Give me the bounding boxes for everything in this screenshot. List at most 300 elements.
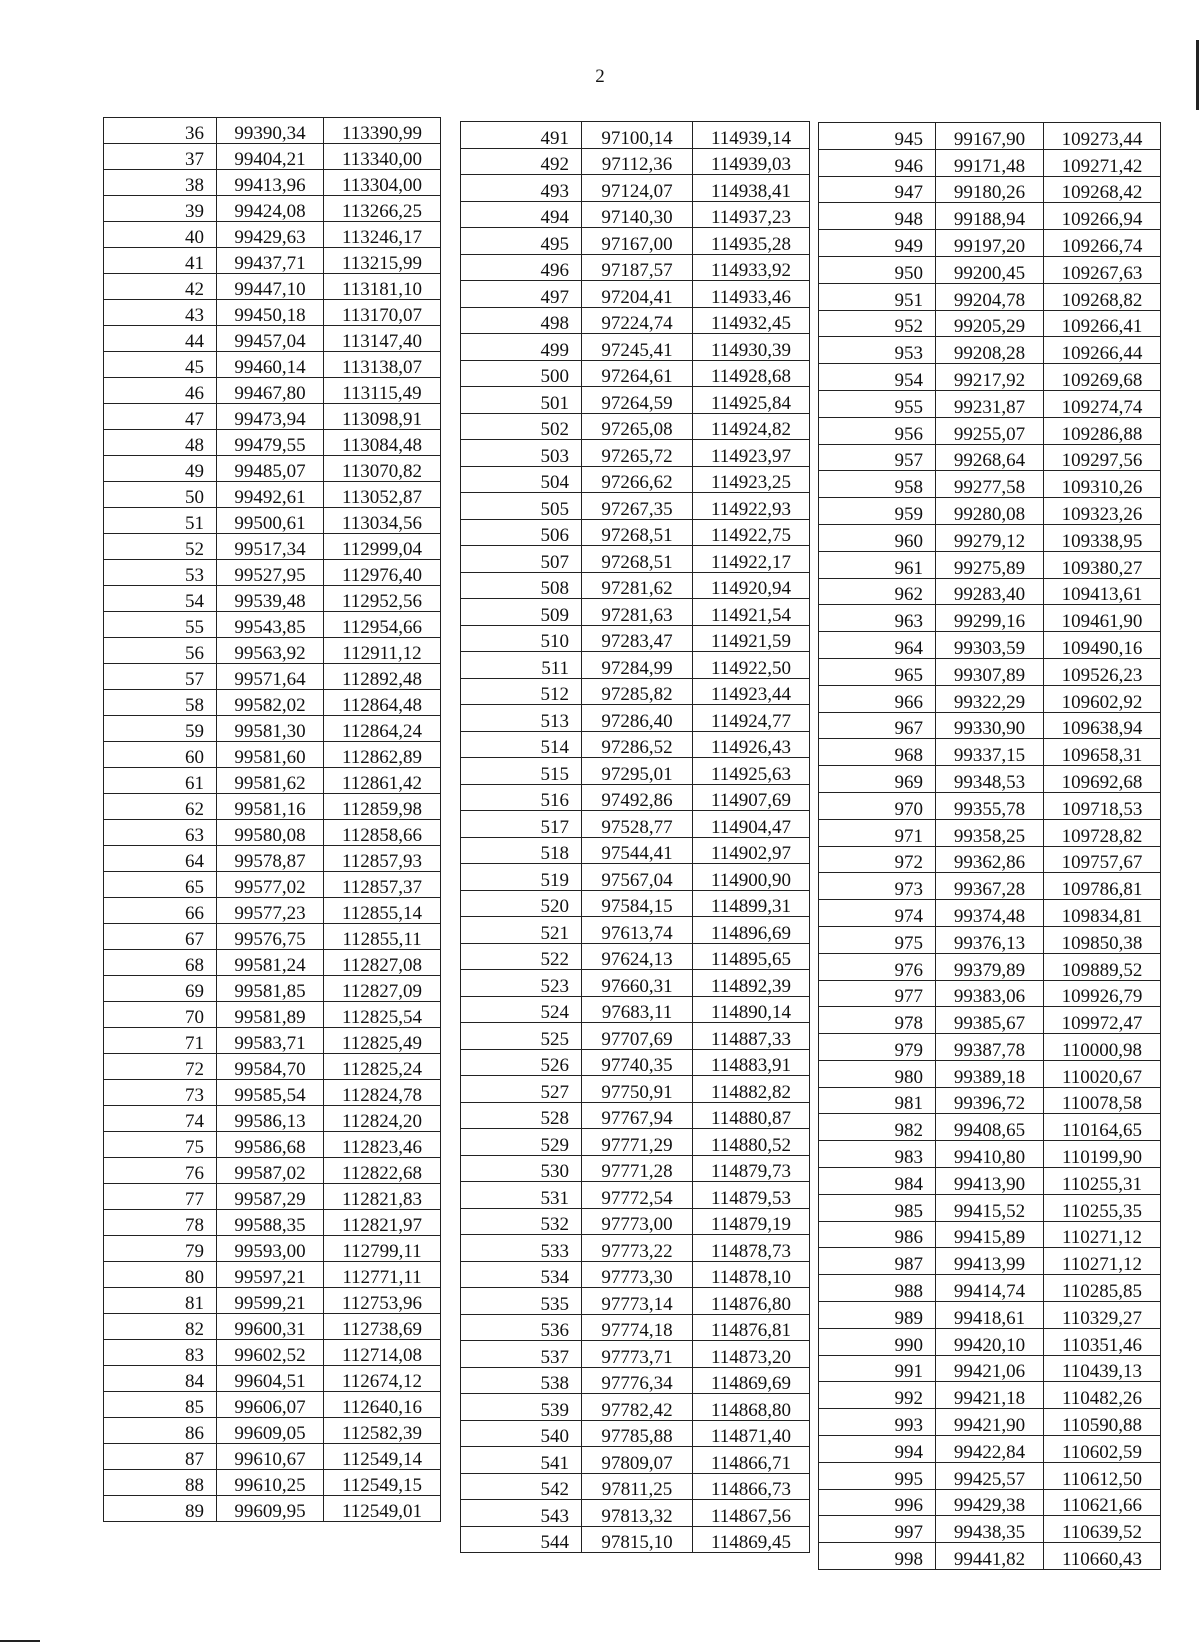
point-number-cell: 84 — [104, 1366, 217, 1392]
x-coordinate-cell: 99586,68 — [217, 1132, 324, 1158]
x-coordinate-cell: 99581,24 — [217, 950, 324, 976]
x-coordinate-cell: 97286,40 — [582, 705, 693, 732]
x-coordinate-cell: 99581,60 — [217, 742, 324, 768]
point-number-cell: 526 — [461, 1049, 582, 1076]
table-row — [461, 440, 810, 467]
y-coordinate-cell: 113138,07 — [324, 352, 441, 378]
x-coordinate-cell: 99582,02 — [217, 690, 324, 716]
y-coordinate-cell: 112771,11 — [324, 1262, 441, 1288]
x-coordinate-cell: 99577,23 — [217, 898, 324, 924]
table-row — [461, 1500, 810, 1527]
table-row — [819, 1248, 1161, 1275]
y-coordinate-cell: 114924,77 — [693, 705, 810, 732]
y-coordinate-cell: 112976,40 — [324, 560, 441, 586]
y-coordinate-cell: 114873,20 — [693, 1341, 810, 1368]
point-number-cell: 58 — [104, 690, 217, 716]
table-row — [819, 1302, 1161, 1329]
point-number-cell: 520 — [461, 890, 582, 917]
point-number-cell: 973 — [819, 873, 936, 900]
table-row — [461, 1367, 810, 1394]
table-row — [104, 1262, 441, 1288]
point-number-cell: 39 — [104, 196, 217, 222]
x-coordinate-cell: 99438,35 — [936, 1516, 1044, 1543]
point-number-cell: 947 — [819, 176, 936, 203]
point-number-cell: 60 — [104, 742, 217, 768]
y-coordinate-cell: 114878,73 — [693, 1235, 810, 1262]
table-row — [819, 578, 1161, 605]
point-number-cell: 975 — [819, 926, 936, 953]
x-coordinate-cell: 99479,55 — [217, 430, 324, 456]
point-number-cell: 960 — [819, 524, 936, 551]
point-number-cell: 528 — [461, 1102, 582, 1129]
x-coordinate-cell: 97771,28 — [582, 1155, 693, 1182]
x-coordinate-cell: 99473,94 — [217, 404, 324, 430]
table-row — [461, 1314, 810, 1341]
y-coordinate-cell: 109638,94 — [1044, 712, 1161, 739]
x-coordinate-cell: 97772,54 — [582, 1182, 693, 1209]
point-number-cell: 64 — [104, 846, 217, 872]
x-coordinate-cell: 99457,04 — [217, 326, 324, 352]
x-coordinate-cell: 97286,52 — [582, 731, 693, 758]
y-coordinate-cell: 112857,37 — [324, 872, 441, 898]
y-coordinate-cell: 114880,52 — [693, 1129, 810, 1156]
table-row — [461, 705, 810, 732]
table-row — [461, 1394, 810, 1421]
table-row — [104, 1132, 441, 1158]
y-coordinate-cell: 109268,42 — [1044, 176, 1161, 203]
y-coordinate-cell: 113052,87 — [324, 482, 441, 508]
point-number-cell: 980 — [819, 1060, 936, 1087]
point-number-cell: 71 — [104, 1028, 217, 1054]
y-coordinate-cell: 114939,03 — [693, 148, 810, 175]
x-coordinate-cell: 97284,99 — [582, 652, 693, 679]
y-coordinate-cell: 109266,74 — [1044, 230, 1161, 257]
point-number-cell: 970 — [819, 792, 936, 819]
x-coordinate-cell: 99593,00 — [217, 1236, 324, 1262]
y-coordinate-cell: 112823,46 — [324, 1132, 441, 1158]
point-number-cell: 493 — [461, 175, 582, 202]
point-number-cell: 946 — [819, 149, 936, 176]
y-coordinate-cell: 112825,54 — [324, 1002, 441, 1028]
x-coordinate-cell: 99374,48 — [936, 900, 1044, 927]
point-number-cell: 86 — [104, 1418, 217, 1444]
table-row — [819, 632, 1161, 659]
y-coordinate-cell: 110255,31 — [1044, 1168, 1161, 1195]
x-coordinate-cell: 97281,63 — [582, 599, 693, 626]
point-number-cell: 43 — [104, 300, 217, 326]
point-number-cell: 994 — [819, 1436, 936, 1463]
y-coordinate-cell: 110482,26 — [1044, 1382, 1161, 1409]
y-coordinate-cell: 110660,43 — [1044, 1543, 1161, 1570]
point-number-cell: 61 — [104, 768, 217, 794]
y-coordinate-cell: 114879,53 — [693, 1182, 810, 1209]
x-coordinate-cell: 97224,74 — [582, 307, 693, 334]
point-number-cell: 951 — [819, 283, 936, 310]
table-row — [104, 1470, 441, 1496]
point-number-cell: 47 — [104, 404, 217, 430]
y-coordinate-cell: 112549,01 — [324, 1496, 441, 1522]
y-coordinate-cell: 113170,07 — [324, 300, 441, 326]
y-coordinate-cell: 114900,90 — [693, 864, 810, 891]
y-coordinate-cell: 114937,23 — [693, 201, 810, 228]
x-coordinate-cell: 99387,78 — [936, 1034, 1044, 1061]
x-coordinate-cell: 97267,35 — [582, 493, 693, 520]
y-coordinate-cell: 110255,35 — [1044, 1194, 1161, 1221]
y-coordinate-cell: 109718,53 — [1044, 792, 1161, 819]
scan-edge-mark-bottom-left — [0, 1640, 40, 1642]
table-row — [819, 1462, 1161, 1489]
y-coordinate-cell: 110078,58 — [1044, 1087, 1161, 1114]
y-coordinate-cell: 114907,69 — [693, 784, 810, 811]
table-row — [104, 482, 441, 508]
x-coordinate-cell: 99337,15 — [936, 739, 1044, 766]
x-coordinate-cell: 99429,63 — [217, 222, 324, 248]
point-number-cell: 41 — [104, 248, 217, 274]
y-coordinate-cell: 112799,11 — [324, 1236, 441, 1262]
table-row — [819, 1436, 1161, 1463]
point-number-cell: 535 — [461, 1288, 582, 1315]
y-coordinate-cell: 112855,11 — [324, 924, 441, 950]
x-coordinate-cell: 99362,86 — [936, 846, 1044, 873]
point-number-cell: 961 — [819, 551, 936, 578]
table-row — [461, 1341, 810, 1368]
x-coordinate-cell: 99421,90 — [936, 1409, 1044, 1436]
table-row — [819, 417, 1161, 444]
y-coordinate-cell: 110020,67 — [1044, 1060, 1161, 1087]
x-coordinate-cell: 99492,61 — [217, 482, 324, 508]
point-number-cell: 990 — [819, 1328, 936, 1355]
point-number-cell: 993 — [819, 1409, 936, 1436]
table-row — [819, 605, 1161, 632]
table-row — [461, 307, 810, 334]
point-number-cell: 508 — [461, 572, 582, 599]
y-coordinate-cell: 114925,84 — [693, 387, 810, 414]
table-row — [819, 390, 1161, 417]
x-coordinate-cell: 99599,21 — [217, 1288, 324, 1314]
x-coordinate-cell: 99563,92 — [217, 638, 324, 664]
y-coordinate-cell: 110351,46 — [1044, 1328, 1161, 1355]
table-row — [104, 144, 441, 170]
table-row — [819, 310, 1161, 337]
x-coordinate-cell: 97264,61 — [582, 360, 693, 387]
x-coordinate-cell: 97100,14 — [582, 122, 693, 149]
table-row — [461, 254, 810, 281]
x-coordinate-cell: 97773,00 — [582, 1208, 693, 1235]
x-coordinate-cell: 99404,21 — [217, 144, 324, 170]
table-row — [104, 638, 441, 664]
point-number-cell: 85 — [104, 1392, 217, 1418]
table-row — [819, 873, 1161, 900]
x-coordinate-cell: 97265,72 — [582, 440, 693, 467]
table-row — [104, 1236, 441, 1262]
point-number-cell: 986 — [819, 1221, 936, 1248]
point-number-cell: 514 — [461, 731, 582, 758]
x-coordinate-cell: 99485,07 — [217, 456, 324, 482]
point-number-cell: 954 — [819, 364, 936, 391]
x-coordinate-cell: 99597,21 — [217, 1262, 324, 1288]
table-row — [461, 1261, 810, 1288]
point-number-cell: 538 — [461, 1367, 582, 1394]
y-coordinate-cell: 114920,94 — [693, 572, 810, 599]
y-coordinate-cell: 114890,14 — [693, 996, 810, 1023]
y-coordinate-cell: 109380,27 — [1044, 551, 1161, 578]
point-number-cell: 496 — [461, 254, 582, 281]
table-row — [461, 201, 810, 228]
table-row — [104, 1184, 441, 1210]
x-coordinate-cell: 97281,62 — [582, 572, 693, 599]
table-row — [461, 943, 810, 970]
x-coordinate-cell: 99275,89 — [936, 551, 1044, 578]
point-number-cell: 50 — [104, 482, 217, 508]
y-coordinate-cell: 112952,56 — [324, 586, 441, 612]
y-coordinate-cell: 110329,27 — [1044, 1302, 1161, 1329]
y-coordinate-cell: 109266,94 — [1044, 203, 1161, 230]
table-row — [104, 404, 441, 430]
table-row — [461, 387, 810, 414]
x-coordinate-cell: 99410,80 — [936, 1141, 1044, 1168]
table-row — [104, 924, 441, 950]
x-coordinate-cell: 97140,30 — [582, 201, 693, 228]
table-row — [461, 1235, 810, 1262]
point-number-cell: 537 — [461, 1341, 582, 1368]
point-number-cell: 67 — [104, 924, 217, 950]
x-coordinate-cell: 97683,11 — [582, 996, 693, 1023]
y-coordinate-cell: 114923,97 — [693, 440, 810, 467]
table-row — [104, 1106, 441, 1132]
x-coordinate-cell: 99268,64 — [936, 444, 1044, 471]
y-coordinate-cell: 114902,97 — [693, 837, 810, 864]
point-number-cell: 536 — [461, 1314, 582, 1341]
point-number-cell: 945 — [819, 123, 936, 150]
y-coordinate-cell: 112825,49 — [324, 1028, 441, 1054]
point-number-cell: 495 — [461, 228, 582, 255]
x-coordinate-cell: 99447,10 — [217, 274, 324, 300]
table-row — [819, 471, 1161, 498]
x-coordinate-cell: 97660,31 — [582, 970, 693, 997]
table-row — [104, 1392, 441, 1418]
y-coordinate-cell: 112714,08 — [324, 1340, 441, 1366]
y-coordinate-cell: 114922,50 — [693, 652, 810, 679]
x-coordinate-cell: 99180,26 — [936, 176, 1044, 203]
x-coordinate-cell: 97112,36 — [582, 148, 693, 175]
x-coordinate-cell: 97773,22 — [582, 1235, 693, 1262]
table-row — [104, 196, 441, 222]
point-number-cell: 499 — [461, 334, 582, 361]
y-coordinate-cell: 112864,48 — [324, 690, 441, 716]
x-coordinate-cell: 97584,15 — [582, 890, 693, 917]
x-coordinate-cell: 99421,18 — [936, 1382, 1044, 1409]
x-coordinate-cell: 97492,86 — [582, 784, 693, 811]
x-coordinate-cell: 99583,71 — [217, 1028, 324, 1054]
x-coordinate-cell: 97624,13 — [582, 943, 693, 970]
coordinates-table-3 — [818, 122, 1161, 1570]
x-coordinate-cell: 99358,25 — [936, 819, 1044, 846]
table-row — [819, 953, 1161, 980]
table-row — [461, 1420, 810, 1447]
y-coordinate-cell: 114932,45 — [693, 307, 810, 334]
x-coordinate-cell: 97265,08 — [582, 413, 693, 440]
table-row — [104, 560, 441, 586]
point-number-cell: 998 — [819, 1543, 936, 1570]
y-coordinate-cell: 114926,43 — [693, 731, 810, 758]
x-coordinate-cell: 99171,48 — [936, 149, 1044, 176]
point-number-cell: 57 — [104, 664, 217, 690]
x-coordinate-cell: 99429,38 — [936, 1489, 1044, 1516]
point-number-cell: 510 — [461, 625, 582, 652]
x-coordinate-cell: 99307,89 — [936, 658, 1044, 685]
x-coordinate-cell: 97773,30 — [582, 1261, 693, 1288]
table-row — [104, 170, 441, 196]
point-number-cell: 56 — [104, 638, 217, 664]
y-coordinate-cell: 112549,14 — [324, 1444, 441, 1470]
x-coordinate-cell: 99581,30 — [217, 716, 324, 742]
y-coordinate-cell: 112824,20 — [324, 1106, 441, 1132]
table-row — [819, 1060, 1161, 1087]
y-coordinate-cell: 109461,90 — [1044, 605, 1161, 632]
y-coordinate-cell: 113340,00 — [324, 144, 441, 170]
table-row — [819, 1355, 1161, 1382]
table-row — [819, 524, 1161, 551]
point-number-cell: 37 — [104, 144, 217, 170]
y-coordinate-cell: 109889,52 — [1044, 953, 1161, 980]
point-number-cell: 544 — [461, 1526, 582, 1553]
point-number-cell: 948 — [819, 203, 936, 230]
x-coordinate-cell: 99581,85 — [217, 976, 324, 1002]
table-row — [461, 228, 810, 255]
x-coordinate-cell: 97264,59 — [582, 387, 693, 414]
point-number-cell: 985 — [819, 1194, 936, 1221]
table-row — [104, 508, 441, 534]
x-coordinate-cell: 97245,41 — [582, 334, 693, 361]
y-coordinate-cell: 114928,68 — [693, 360, 810, 387]
point-number-cell: 983 — [819, 1141, 936, 1168]
x-coordinate-cell: 99609,05 — [217, 1418, 324, 1444]
y-coordinate-cell: 109297,56 — [1044, 444, 1161, 471]
point-number-cell: 997 — [819, 1516, 936, 1543]
x-coordinate-cell: 99420,10 — [936, 1328, 1044, 1355]
point-number-cell: 52 — [104, 534, 217, 560]
point-number-cell: 527 — [461, 1076, 582, 1103]
point-number-cell: 505 — [461, 493, 582, 520]
y-coordinate-cell: 112954,66 — [324, 612, 441, 638]
table-row — [461, 652, 810, 679]
y-coordinate-cell: 112999,04 — [324, 534, 441, 560]
x-coordinate-cell: 99527,95 — [217, 560, 324, 586]
y-coordinate-cell: 110000,98 — [1044, 1034, 1161, 1061]
y-coordinate-cell: 112892,48 — [324, 664, 441, 690]
table-row — [819, 766, 1161, 793]
point-number-cell: 503 — [461, 440, 582, 467]
y-coordinate-cell: 110590,88 — [1044, 1409, 1161, 1436]
x-coordinate-cell: 99280,08 — [936, 498, 1044, 525]
table-row — [461, 1023, 810, 1050]
y-coordinate-cell: 114866,73 — [693, 1473, 810, 1500]
table-row — [461, 758, 810, 785]
table-row — [104, 820, 441, 846]
point-number-cell: 979 — [819, 1034, 936, 1061]
point-number-cell: 953 — [819, 337, 936, 364]
y-coordinate-cell: 114933,46 — [693, 281, 810, 308]
x-coordinate-cell: 99390,34 — [217, 118, 324, 144]
x-coordinate-cell: 97295,01 — [582, 758, 693, 785]
y-coordinate-cell: 112582,39 — [324, 1418, 441, 1444]
table-row — [461, 466, 810, 493]
x-coordinate-cell: 97544,41 — [582, 837, 693, 864]
point-number-cell: 501 — [461, 387, 582, 414]
point-number-cell: 991 — [819, 1355, 936, 1382]
table-row — [461, 784, 810, 811]
table-row — [104, 1028, 441, 1054]
table-row — [104, 846, 441, 872]
y-coordinate-cell: 114892,39 — [693, 970, 810, 997]
x-coordinate-cell: 99383,06 — [936, 980, 1044, 1007]
table-row — [104, 326, 441, 352]
table-row — [819, 256, 1161, 283]
table-row — [104, 534, 441, 560]
y-coordinate-cell: 112753,96 — [324, 1288, 441, 1314]
x-coordinate-cell: 99587,29 — [217, 1184, 324, 1210]
y-coordinate-cell: 110199,90 — [1044, 1141, 1161, 1168]
point-number-cell: 44 — [104, 326, 217, 352]
x-coordinate-cell: 99204,78 — [936, 283, 1044, 310]
point-number-cell: 511 — [461, 652, 582, 679]
table-row — [819, 900, 1161, 927]
point-number-cell: 59 — [104, 716, 217, 742]
x-coordinate-cell: 97750,91 — [582, 1076, 693, 1103]
x-coordinate-cell: 97285,82 — [582, 678, 693, 705]
y-coordinate-cell: 110439,13 — [1044, 1355, 1161, 1382]
point-number-cell: 78 — [104, 1210, 217, 1236]
table-row — [461, 1076, 810, 1103]
coordinates-table-1 — [103, 117, 441, 1522]
table-row — [819, 1087, 1161, 1114]
y-coordinate-cell: 109692,68 — [1044, 766, 1161, 793]
x-coordinate-cell: 99389,18 — [936, 1060, 1044, 1087]
point-number-cell: 72 — [104, 1054, 217, 1080]
table-row — [819, 1489, 1161, 1516]
point-number-cell: 519 — [461, 864, 582, 891]
x-coordinate-cell: 99441,82 — [936, 1543, 1044, 1570]
table-row — [819, 792, 1161, 819]
point-number-cell: 978 — [819, 1007, 936, 1034]
table-row — [819, 123, 1161, 150]
x-coordinate-cell: 99571,64 — [217, 664, 324, 690]
table-row — [461, 1155, 810, 1182]
y-coordinate-cell: 109271,42 — [1044, 149, 1161, 176]
y-coordinate-cell: 114933,92 — [693, 254, 810, 281]
x-coordinate-cell: 99330,90 — [936, 712, 1044, 739]
table-row — [461, 1102, 810, 1129]
point-number-cell: 88 — [104, 1470, 217, 1496]
table-row — [104, 1210, 441, 1236]
y-coordinate-cell: 114871,40 — [693, 1420, 810, 1447]
table-row — [104, 222, 441, 248]
point-number-cell: 541 — [461, 1447, 582, 1474]
y-coordinate-cell: 112861,42 — [324, 768, 441, 794]
y-coordinate-cell: 109850,38 — [1044, 926, 1161, 953]
x-coordinate-cell: 99279,12 — [936, 524, 1044, 551]
table-row — [819, 1409, 1161, 1436]
y-coordinate-cell: 114921,54 — [693, 599, 810, 626]
point-number-cell: 542 — [461, 1473, 582, 1500]
x-coordinate-cell: 97771,29 — [582, 1129, 693, 1156]
y-coordinate-cell: 114923,25 — [693, 466, 810, 493]
x-coordinate-cell: 97187,57 — [582, 254, 693, 281]
point-number-cell: 89 — [104, 1496, 217, 1522]
point-number-cell: 989 — [819, 1302, 936, 1329]
point-number-cell: 987 — [819, 1248, 936, 1275]
point-number-cell: 952 — [819, 310, 936, 337]
